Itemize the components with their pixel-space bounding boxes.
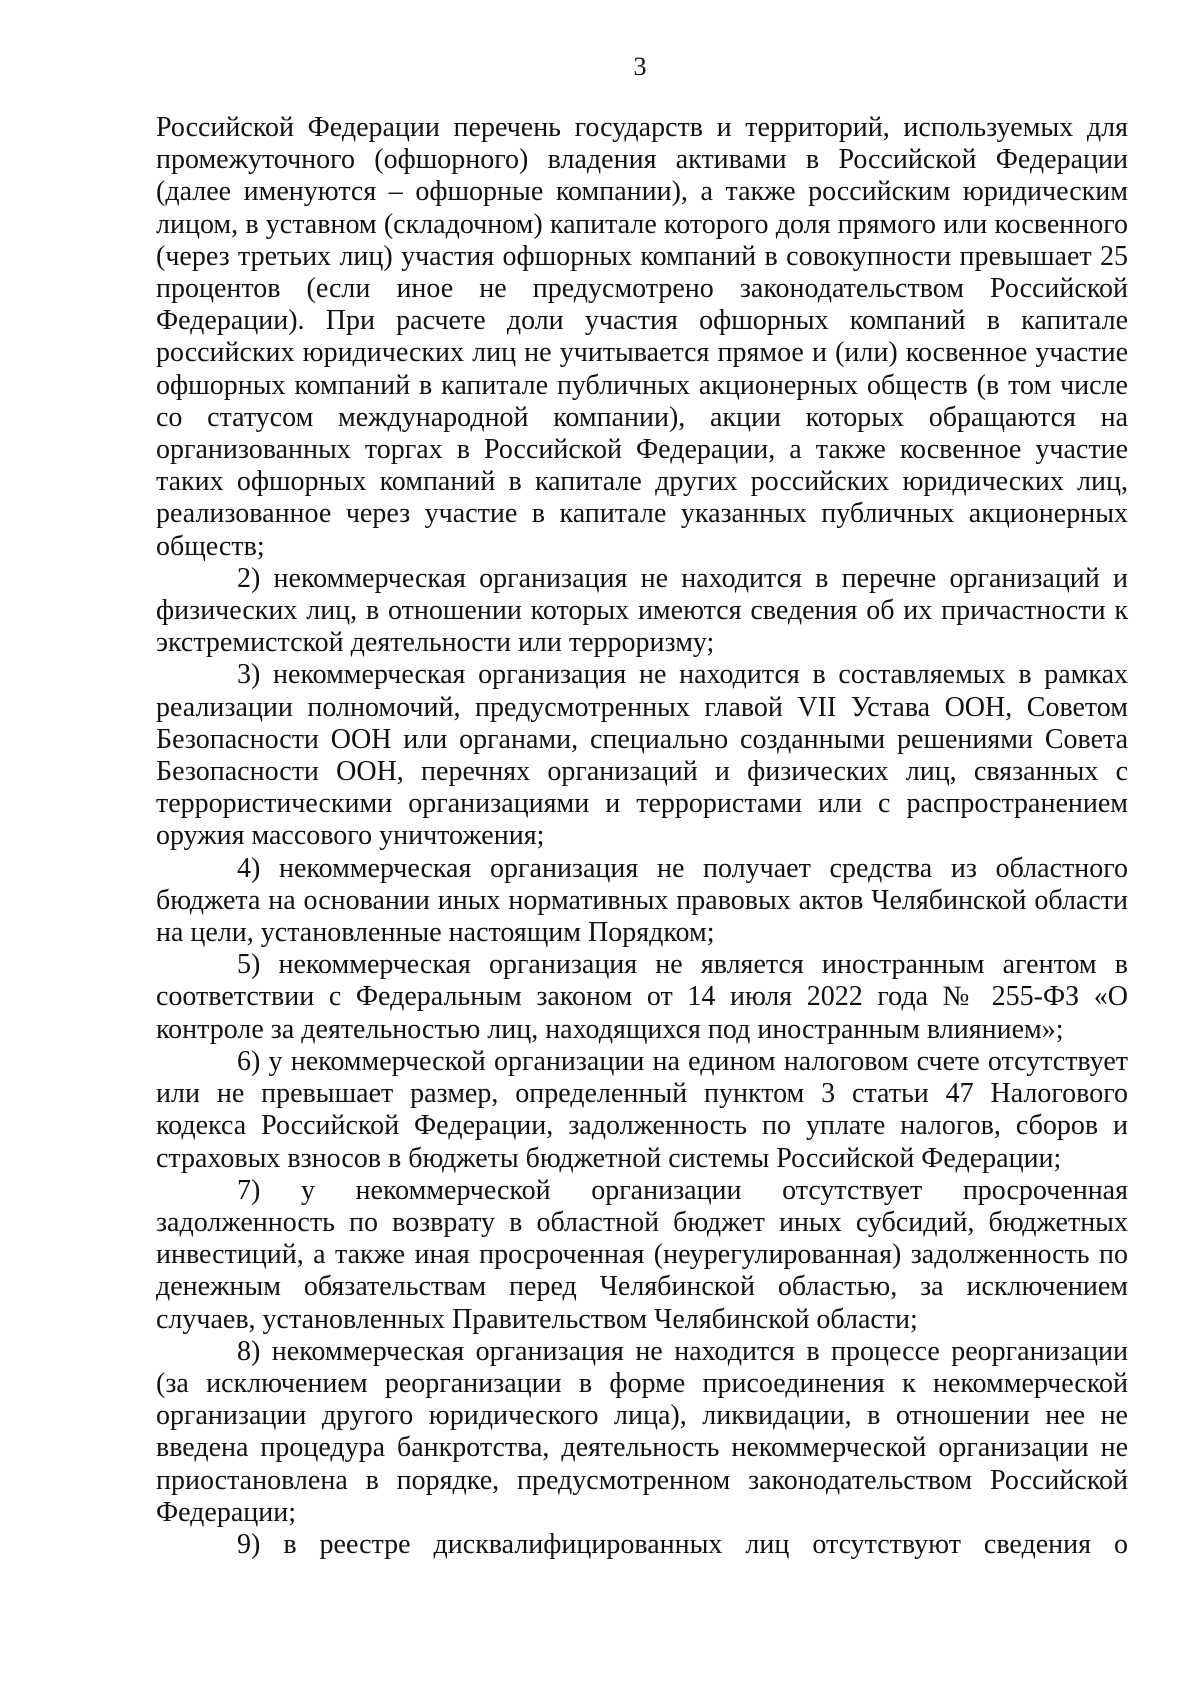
paragraph-continuation: Российской Федерации перечень государств и территорий, используемых для промежуточного (офшорного) владения активами в Российской Федерации (далее именуются – офшорные компании), а также российским юридическим лицом, в уставном (складочном) капитале которого доля прямого или косвенного (через третьих лиц) участия офшорных компаний в совокупности превышает 25 процентов (если иное не предусмотрено законодательством Российской Федерации). При расчете доли участия офшорных компаний в капитале российских юридических лиц не учитывается прямое и (или) косвенное участие офшорных компаний в капитале публичных акционерных обществ (в том числе со статусом международной компании), акции которых обращаются на организованных торгах в Российской Федерации, а также косвенное участие таких офшорных компаний в капитале других российских юридических лиц, реализованное через участие в капитале указанных публичных акционерных обществ; [156, 112, 1128, 562]
paragraph-item-2: 2) некоммерческая организация не находится в перечне организаций и физических лиц, в отношении которых имеются сведения об их причастности к экстремистской деятельности или терроризму; [156, 562, 1128, 659]
document-body [156, 112, 1128, 1561]
page-number: 3 [633, 52, 647, 81]
paragraph-item-3: 3) некоммерческая организация не находится в составляемых в рамках реализации полномочий, предусмотренных главой VII Устава ООН, Советом Безопасности ООН или органами, специально созданными решениями Совета Безопасности ООН, перечнях организаций и физических лиц, связанных с террористическими организациями и террористами или с распространением оружия массового уничтожения; [156, 659, 1128, 852]
paragraph-item-7: 7) у некоммерческой организации отсутствует просроченная задолженность по возврату в областной бюджет иных субсидий, бюджетных инвестиций, а также иная просроченная (неурегулированная) задолженность по денежным обязательствам перед Челябинской областью, за исключением случаев, установленных Правительством Челябинской области; [156, 1174, 1128, 1335]
paragraph-item-6: 6) у некоммерческой организации на едином налоговом счете отсутствует или не превышает размер, определенный пунктом 3 статьи 47 Налогового кодекса Российской Федерации, задолженность по уплате налогов, сборов и страховых взносов в бюджеты бюджетной системы Российской Федерации; [156, 1045, 1128, 1174]
paragraph-item-8: 8) некоммерческая организация не находится в процессе реорганизации (за исключением реорганизации в форме присоединения к некоммерческой организации другого юридического лица), ликвидации, в отношении нее не введена процедура банкротства, деятельность некоммерческой организации не приостановлена в порядке, предусмотренном законодательством Российской Федерации; [156, 1335, 1128, 1528]
paragraph-item-9: 9) в реестре дисквалифицированных лиц отсутствуют сведения о [237, 1528, 1128, 1560]
paragraph-item-5: 5) некоммерческая организация не является иностранным агентом в соответствии с Федеральным законом от 14 июля 2022 года № 255-ФЗ «О контроле за деятельностью лиц, находящихся под иностранным влиянием»; [156, 949, 1128, 1045]
paragraph-item-4: 4) некоммерческая организация не получает средства из областного бюджета на основании иных нормативных правовых актов Челябинской области на цели, установленные настоящим Порядком; [156, 852, 1128, 949]
